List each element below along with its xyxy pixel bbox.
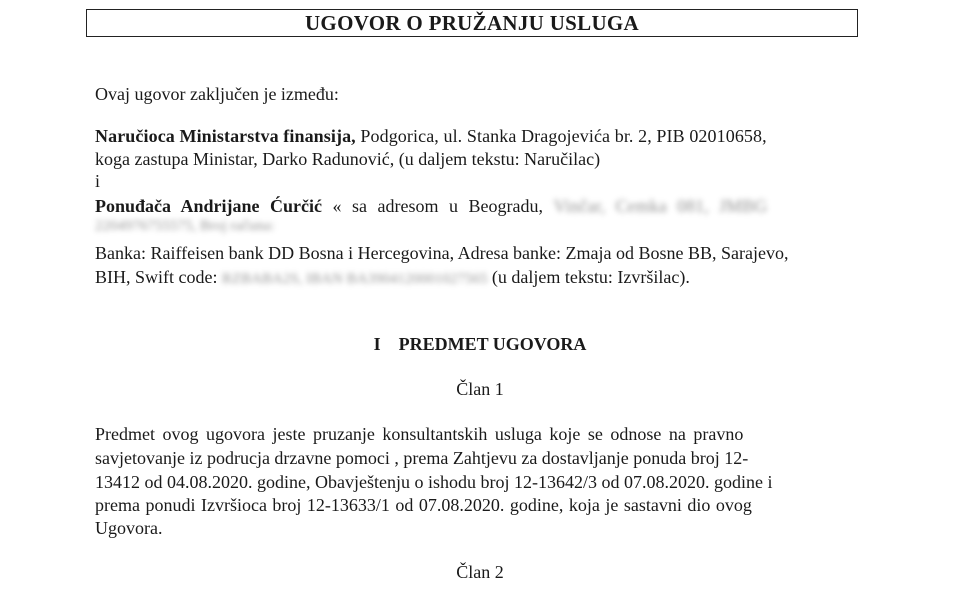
para-line: Ugovora.	[95, 518, 163, 538]
redacted-address: Vinčar, Cemka 081, JMBG	[553, 196, 768, 216]
para-line: savjetovanje iz podrucja drzavne pomoci , prema Zahtjevu za dostavljanje ponuda broj 12-	[95, 448, 749, 468]
party2-name: Ponuđača Andrijane Ćurčić	[95, 196, 323, 216]
swift-line	[95, 267, 690, 288]
conjunction: i	[95, 171, 101, 191]
party2-address: « sa adresom u Beogradu,	[322, 196, 543, 216]
party1-address: Podgorica, ul. Stanka Dragojevića br. 2, PIB 02010658,	[355, 126, 767, 146]
para-line: 13412 od 04.08.2020. godine, Obavještenju o ishodu broj 12-13642/3 od 07.08.2020. godine i	[95, 472, 773, 492]
party1-name: Naručioca Ministarstva finansija,	[95, 126, 356, 146]
para-line: Predmet ovog ugovora jeste pruzanje konsultantskih usluga koje se odnose na pravno	[95, 424, 744, 444]
section-heading	[0, 334, 960, 355]
redacted-iban: RZBABA2S, IBAN BA3904120001027565	[221, 271, 488, 287]
party2-line2	[95, 218, 275, 235]
redacted-jmbg: 2204976755575, Broj računa:	[95, 218, 275, 234]
clan2-heading: Član 2	[456, 562, 504, 582]
party2-line1	[95, 196, 767, 217]
section-number: I	[373, 334, 381, 354]
section-title: PREDMET UGOVORA	[398, 334, 587, 354]
swift-label: BIH, Swift code:	[95, 267, 218, 287]
bank-line: Banka: Raiffeisen bank DD Bosna i Hercegovina, Adresa banke: Zmaja od Bosne BB, Sarajevo,	[95, 243, 789, 263]
izvrsilac-ref: (u daljem tekstu: Izvršilac).	[491, 267, 690, 287]
clan1-heading: Član 1	[456, 379, 504, 399]
para-line: prema ponudi Izvršioca broj 12-13633/1 od 07.08.2020. godine, koja je sastavni dio ovog	[95, 495, 752, 515]
party1-line1	[95, 126, 767, 147]
document-title: UGOVOR O PRUŽANJU USLUGA	[86, 9, 858, 37]
party1-line2: koga zastupa Ministar, Darko Radunović, (u daljem tekstu: Naručilac)	[95, 149, 601, 169]
intro-text: Ovaj ugovor zaključen je između:	[95, 84, 339, 104]
